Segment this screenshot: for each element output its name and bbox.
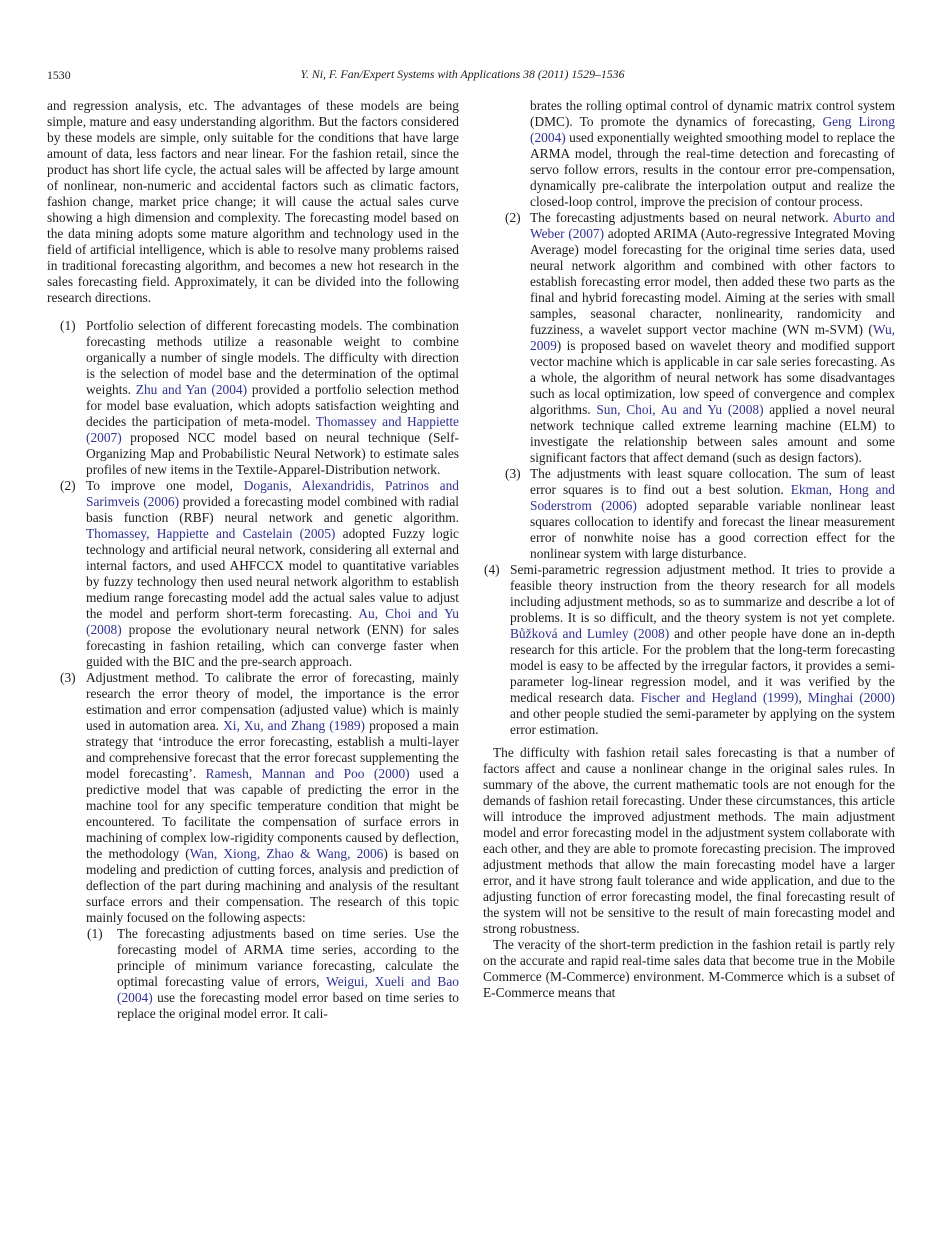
running-title: Y. Ni, F. Fan/Expert Systems with Applications 38 (2011) 1529–1536: [300, 67, 625, 81]
list-marker: (3): [60, 670, 76, 685]
list-item-text: The forecasting adjustments based on time series. Use the forecasting model of ARMA time series, according to the principle of minimum variance forecasting, calculate the optimal forecasting value of errors, Weigui, Xueli and Bao (2004) use the forecasting model error based on time series to replace the original model error. It cali-: [117, 926, 460, 1021]
citation-link[interactable]: Thomassey, Happiette and Castelain (2005): [86, 526, 336, 541]
list-marker: (1): [60, 318, 76, 333]
list-marker: (3): [505, 466, 521, 481]
list-marker: (1): [87, 926, 103, 941]
citation-link[interactable]: Xi, Xu, and Zhang (1989): [223, 718, 366, 733]
citation-link[interactable]: Bůžková and Lumley (2008): [510, 626, 670, 641]
citation-link[interactable]: Geng Lirong (2004): [530, 114, 895, 145]
citation-link[interactable]: Minghai (2000): [807, 690, 895, 705]
list-item-3: [47, 670, 459, 926]
intro-paragraph: and regression analysis, etc. The advantages of these models are being simple, mature and easy understanding algorithm. But the factors considered by these models are simple, only suitable for the conditions that have large amount of data, less factors and near linear. For the fashion retail, since the product has short life cycle, the actual sales will be affected by large amount of nonlinear, non-numeric and accidental factors such as climatic factors, fashion change, market price change; it will cause the actual sales curve showing a high dimension and complexity. The forecasting model based on the data mining adopts some mature algorithm and technology used in the field of artificial intelligence, which is able to resolve many problems raised in traditional forecasting algorithm, and becomes a new hot research in the sales forecasting field. Approximately, it can be divided into the following research directions.: [47, 98, 459, 305]
citation-link[interactable]: Fischer and Hegland (1999): [640, 690, 799, 705]
list-item-4: [483, 562, 895, 738]
numbered-list: [47, 318, 459, 1022]
sub-list-item-2: [483, 210, 895, 466]
page-number: 1530: [47, 68, 71, 82]
list-item-text: The forecasting adjustments based on neural network. Aburto and Weber (2007) adopted ARIMA (Auto-regressive Integrated Moving Average) model forecasting for the original time series data, used neural network algorithm and combined with other factors to establish forecasting error model, then added these two parts as the final and hybrid forecasting model. Aiming at the series with small samples, seasonal character, nonlinearity, randomicity and fuzziness, a wavelet support vector machine (WN m-SVM) (Wu, 2009) is proposed based on wavelet theory and modified support vector machine which is applicable in car sale series forecasting. As a whole, the algorithm of neural network has some disadvantages such as local optimization, low speed of convergence and complex algorithms. Sun, Choi, Au and Yu (2008) applied a novel neural network technique called extreme learning machine (ELM) to investigate the relationship between sales amount and some significant factors that affect demand (such as design factors).: [530, 210, 896, 465]
list-item-1: [47, 318, 459, 478]
citation-link[interactable]: Sun, Choi, Au and Yu (2008): [596, 402, 764, 417]
list-item-text: Semi-parametric regression adjustment method. It tries to provide a feasible theory instruction from the theory research for all models including adjustment methods, so as to summarize and describe a lot of problems. It is so difficult, and the theory system is not yet complete. Bůžková and Lumley (2008) and other people have done an in-depth research for this article. For the problem that the long-term forecasting model is easy to be affected by the irregular factors, it provides a semi-parameter log-linear regression model, and it was verified by the medical research data. Fischer and Hegland (1999), Minghai (2000) and other people studied the semi-parameter by applying on the system error estimation.: [510, 562, 896, 737]
left-column: [47, 98, 459, 1022]
citation-link[interactable]: Zhu and Yan (2004): [135, 382, 248, 397]
list-item-text: Adjustment method. To calibrate the error of forecasting, mainly research the error theory of model, the importance is the error estimation and error compensation (adjusted value) which is mainly used in automation area. Xi, Xu, and Zhang (1989) proposed a main strategy that ‘introduce the error forecasting, establish a multi-layer and comprehensive forecast that the error forecast supplementing the model forecasting’. Ramesh, Mannan and Poo (2000) used a predictive model that was capable of predicting the error in the machine tool for any specific temperature condition that might be encountered. To facilitate the compensation of surface errors in machining of complex low-rigidity components caused by deflection, the methodology (Wan, Xiong, Zhao & Wang, 2006) is based on modeling and prediction of cutting forces, analysis and prediction of deflection of the part during machining and analysis of the resultant surface errors and their compensation. The research of this topic mainly focused on the following aspects:: [86, 670, 459, 925]
citation-link[interactable]: Thomassey and Happiette (2007): [86, 414, 459, 445]
list-marker: (2): [60, 478, 76, 493]
sub-list-item-3: [483, 466, 895, 562]
list-item-text: Portfolio selection of different forecasting models. The combination forecasting methods utilize a reasonable weight to combine organically a number of single models. The difficulty with direction is the selection of model base and the determination of the optimal weights. Zhu and Yan (2004) provided a portfolio selection method for model base evaluation, which adopts satisfaction weighting and decides the participation of meta-model. Thomassey and Happiette (2007) proposed NCC model based on neural technique (Self-Organizing Map and Probabilistic Neural Network) to estimate sales profiles of new items in the Textile-Apparel-Distribution network.: [86, 318, 459, 477]
list-marker: (2): [505, 210, 521, 225]
citation-link[interactable]: Aburto and Weber (2007): [530, 210, 895, 241]
list-marker: (4): [484, 562, 500, 577]
citation-link[interactable]: Ekman, Hong and Soderstrom (2006): [530, 482, 895, 513]
citation-link[interactable]: Wu, 2009: [530, 322, 895, 353]
list-item-text: To improve one model, Doganis, Alexandridis, Patrinos and Sarimveis (2006) provided a forecasting model combined with radial basis function (RBF) neural network and genetic algorithm. Thomassey, Happiette and Castelain (2005) adopted Fuzzy logic technology and artificial neural network, considering all external and internal factors, and used AHFCCX model to quantitative variables by fuzzy technology then used neural network algorithm to establish medium range forecasting model add the actual sales value to adjust the model and perform short-term forecasting. Au, Choi and Yu (2008) propose the evolutionary neural network (ENN) for sales forecasting in fashion retailing, which can converge faster when guided with the BIC and the pre-search approach.: [86, 478, 460, 669]
citation-link[interactable]: Ramesh, Mannan and Poo (2000): [205, 766, 410, 781]
body-paragraph: The veracity of the short-term prediction in the fashion retail is partly rely on the accurate and rapid real-time sales data that become true in the Mobile Commerce (M-Commerce) environment. M-Commerce which is a subset of E-Commerce means that: [483, 937, 895, 1000]
list-item-text: The adjustments with least square collocation. The sum of least error squares is to find out a best solution. Ekman, Hong and Soderstrom (2006) adopted separable variable nonlinear least squares collocation to identify and forecast the linear measurement error of nonwhite noise has a good correction effect for the nonlinear system with large disturbance.: [530, 466, 895, 561]
citation-link[interactable]: Doganis, Alexandridis, Patrinos and Sarimveis (2006): [86, 478, 460, 509]
page-header: [47, 67, 878, 83]
citation-link[interactable]: Weigui, Xueli and Bao (2004): [117, 974, 460, 1005]
citation-link[interactable]: Au, Choi and Yu (2008): [86, 606, 459, 637]
body-paragraph: The difficulty with fashion retail sales forecasting is that a number of factors affect and cause a nonlinear change in the original sales rules. In summary of the above, the current mathematic tools are not enough for the demands of fashion retail forecasting. Under these circumstances, this article will introduce the improved adjustment methods. The main adjustment model and error forecasting model in the adjustment system collaborate with each other, and they are able to promote forecasting precision. The improved adjustment methods that allow the main forecasting model have a larger error, and it have strong fault tolerance and wide application, and due to the adjusting function of error forecasting model, the final forecasting result of the system will not be sensitive to the result of main forecasting model and strong robustness.: [483, 745, 895, 936]
list-item-2: [47, 478, 459, 670]
citation-link[interactable]: Wan, Xiong, Zhao & Wang, 2006: [189, 846, 384, 861]
sub-list-item-1-continuation: brates the rolling optimal control of dynamic matrix control system (DMC). To promote the dynamics of forecasting, Geng Lirong (2004) used exponentially weighted smoothing model to replace the ARMA model, through the real-time detection and forecasting of servo follow errors, results in the contour error pre-compensation, dynamically pre-calibrate the interpolation output and realize the closed-loop control, improve the precision of contour process.: [530, 98, 895, 209]
right-column: [483, 98, 895, 1001]
sub-list-item-1: [47, 926, 459, 1022]
